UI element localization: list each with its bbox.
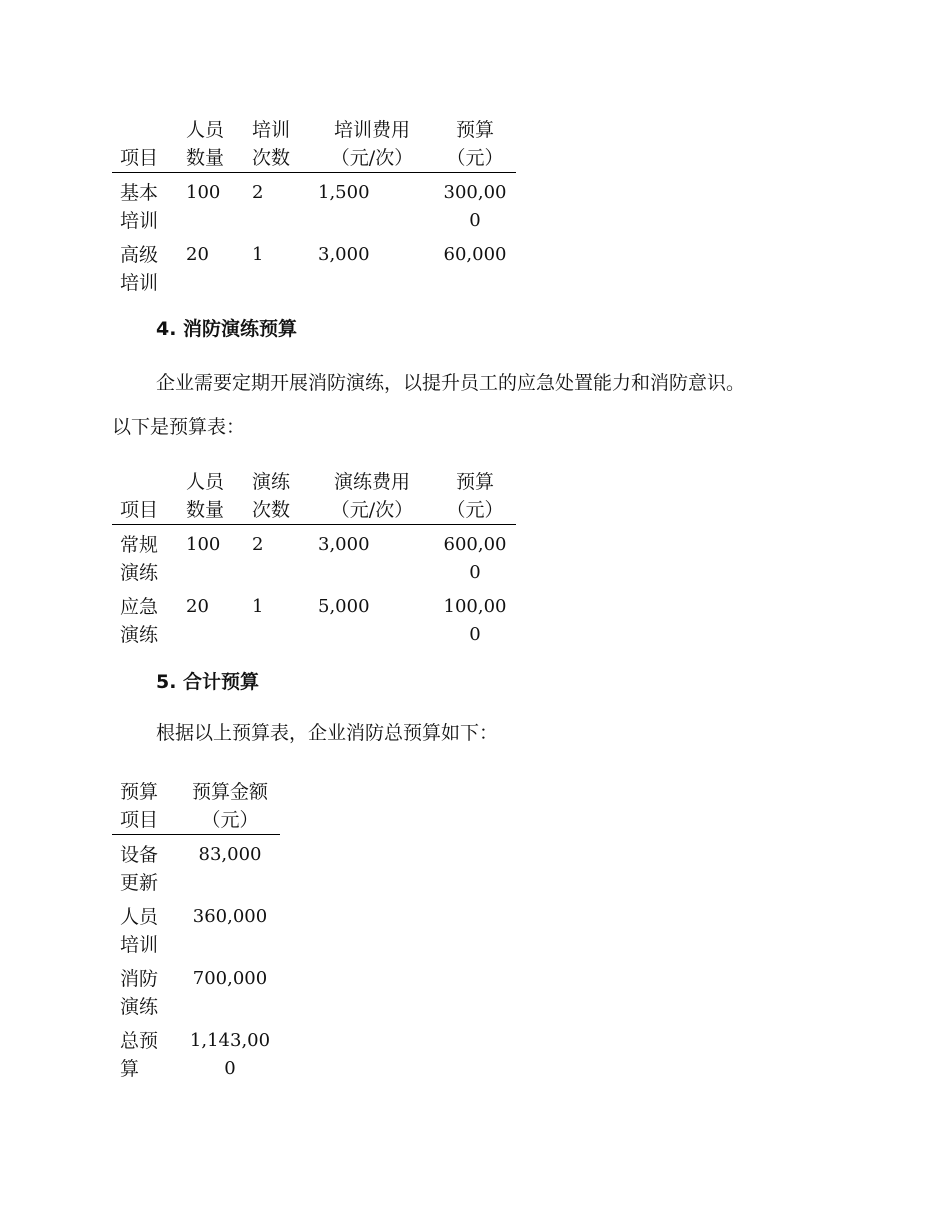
cell-sessions: 2: [252, 534, 264, 555]
header-fee: 演练费用（元/次）: [330, 471, 414, 521]
cell-item: 消防演练: [120, 968, 159, 1018]
cell-headcount: 20: [186, 596, 209, 617]
drill-budget-table: [112, 468, 516, 649]
cell-amount: 1,143,000: [189, 1030, 271, 1079]
header-headcount: 人员数量: [186, 119, 225, 169]
cell-item: 总预算: [120, 1030, 159, 1080]
cell-item: 应急演练: [120, 596, 159, 646]
header-budget-item: 预算项目: [120, 781, 159, 831]
cell-fee: 5,000: [318, 596, 370, 617]
table-row: [112, 835, 280, 898]
table-row: [112, 897, 280, 959]
table-row: [112, 959, 280, 1021]
table-header-row: [112, 468, 516, 525]
table-row: [112, 173, 516, 236]
cell-sessions: 1: [252, 244, 264, 265]
cell-item: 常规演练: [120, 534, 159, 584]
cell-headcount: 100: [186, 534, 221, 555]
header-budget: 预算（元）: [446, 119, 504, 169]
cell-amount: 360,000: [192, 906, 268, 927]
header-budget: 预算（元）: [446, 471, 504, 521]
training-budget-table: [112, 116, 516, 297]
section-5-paragraph: [112, 711, 852, 755]
header-fee: 培训费用（元/次）: [330, 119, 414, 169]
header-budget-amount: 预算金额（元）: [191, 781, 268, 831]
table-row: [112, 1021, 280, 1083]
paragraph-line-2: 以下是预算表：: [112, 416, 246, 438]
cell-fee: 1,500: [318, 182, 370, 203]
cell-fee: 3,000: [318, 534, 370, 555]
header-item: 项目: [120, 147, 159, 169]
table-header-row: [112, 778, 280, 835]
cell-amount: 83,000: [198, 844, 262, 865]
header-sessions: 演练次数: [252, 471, 291, 521]
header-item: 项目: [120, 499, 159, 521]
header-headcount: 人员数量: [186, 471, 225, 521]
table-row: [112, 525, 516, 588]
table-header-row: [112, 116, 516, 173]
cell-budget: 100,000: [443, 596, 507, 645]
cell-sessions: 1: [252, 596, 264, 617]
cell-budget: 60,000: [443, 244, 507, 265]
section-5-heading: 5. 合计预算: [156, 671, 260, 693]
cell-item: 人员培训: [120, 906, 159, 956]
cell-headcount: 20: [186, 244, 209, 265]
total-budget-table: [112, 778, 280, 1083]
cell-item: 设备更新: [120, 844, 159, 894]
cell-fee: 3,000: [318, 244, 370, 265]
paragraph-line-1: 企业需要定期开展消防演练，以提升员工的应急处置能力和消防意识。: [156, 372, 746, 394]
cell-budget: 600,000: [443, 534, 507, 583]
table-row: [112, 235, 516, 297]
cell-sessions: 2: [252, 182, 264, 203]
cell-item: 高级培训: [120, 244, 159, 294]
paragraph-text: 根据以上预算表，企业消防总预算如下：: [156, 722, 499, 744]
section-4-heading: 4. 消防演练预算: [156, 318, 298, 340]
cell-amount: 700,000: [192, 968, 268, 989]
header-sessions: 培训次数: [252, 119, 291, 169]
cell-item: 基本培训: [120, 182, 159, 232]
table-row: [112, 587, 516, 649]
cell-headcount: 100: [186, 182, 221, 203]
section-4-paragraph: [112, 361, 852, 449]
cell-budget: 300,000: [443, 182, 507, 231]
